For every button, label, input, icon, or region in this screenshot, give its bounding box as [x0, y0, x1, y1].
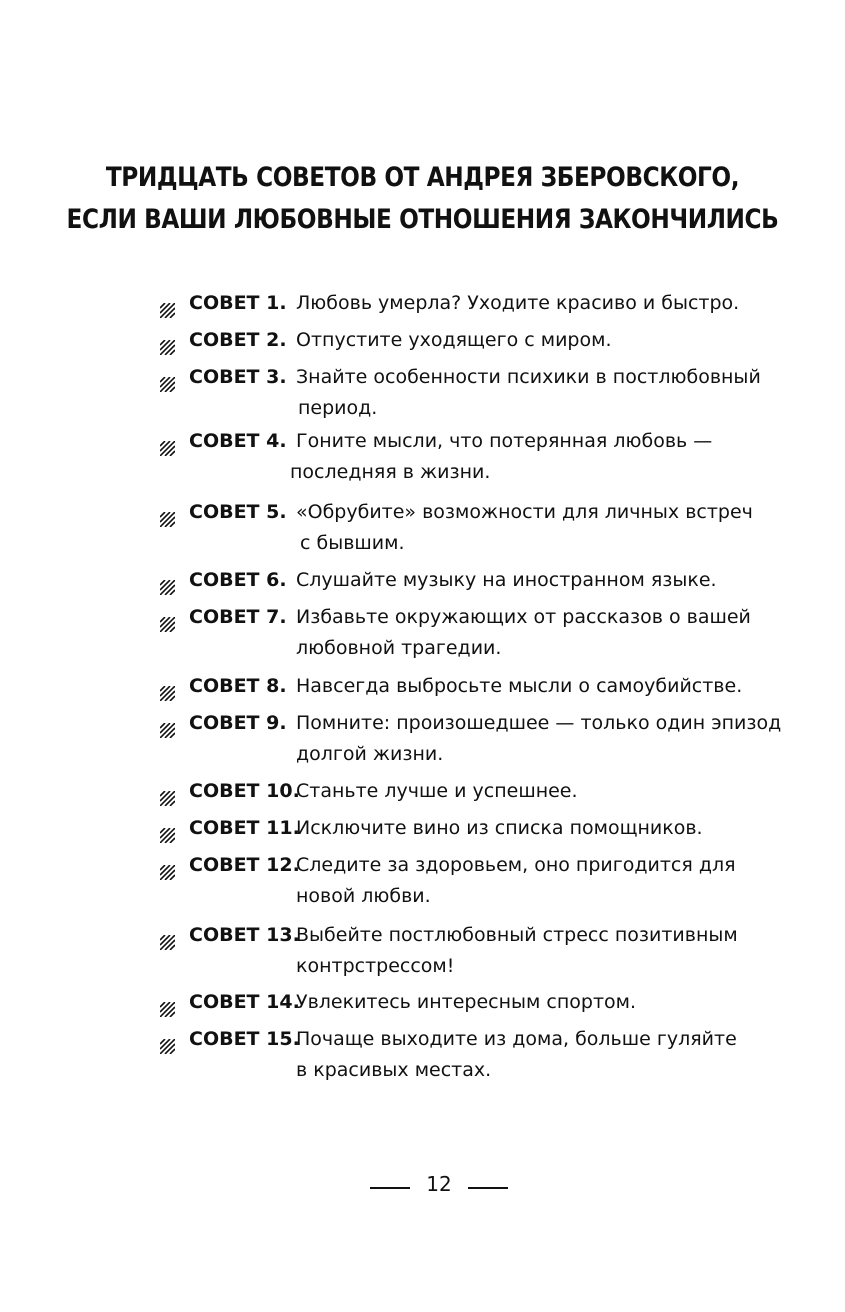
tip-label: СОВЕТ 10. [189, 780, 300, 802]
tip-label: СОВЕТ 4. [189, 430, 287, 452]
tip-text-continued: в красивых местах. [296, 1059, 492, 1081]
hatched-square-icon [160, 717, 175, 732]
tip-label: СОВЕТ 3. [189, 366, 287, 388]
tip-text-continued: любовной трагедии. [296, 637, 502, 659]
tip-text-continued: контрстрессом! [296, 955, 455, 977]
tip-label: СОВЕТ 14. [189, 991, 300, 1013]
hatched-square-icon [160, 334, 175, 349]
hatched-square-icon [160, 785, 175, 800]
tip-text-continued: новой любви. [296, 885, 431, 907]
hatched-square-icon [160, 822, 175, 837]
tip-label: СОВЕТ 1. [189, 292, 287, 314]
tip-label: СОВЕТ 9. [189, 712, 287, 734]
page-number: 12 [426, 1172, 452, 1196]
tip-text: «Обрубите» возможности для личных встреч [296, 501, 753, 523]
hatched-square-icon [160, 859, 175, 874]
footer-rule-left [370, 1187, 410, 1189]
hatched-square-icon [160, 371, 175, 386]
tip-text: Увлекитесь интересным спортом. [296, 991, 637, 1013]
page-footer [0, 1170, 845, 1204]
tip-text-continued: долгой жизни. [296, 743, 444, 765]
tip-label: СОВЕТ 11. [189, 817, 300, 839]
tip-text: Выбейте постлюбовный стресс позитивным [296, 924, 738, 946]
hatched-square-icon [160, 680, 175, 695]
tip-text: Знайте особенности психики в постлюбовный [296, 366, 761, 388]
tip-label: СОВЕТ 2. [189, 329, 287, 351]
tip-text: Исключите вино из списка помощников. [296, 817, 703, 839]
tip-text-continued: последняя в жизни. [290, 461, 491, 483]
hatched-square-icon [160, 1033, 175, 1048]
tip-label: СОВЕТ 8. [189, 675, 287, 697]
tip-text: Почаще выходите из дома, больше гуляйте [296, 1028, 737, 1050]
tip-label: СОВЕТ 15. [189, 1028, 300, 1050]
hatched-square-icon [160, 611, 175, 626]
tip-label: СОВЕТ 6. [189, 569, 287, 591]
tip-text: Гоните мысли, что потерянная любовь — [296, 430, 713, 452]
hatched-square-icon [160, 506, 175, 521]
hatched-square-icon [160, 574, 175, 589]
tip-text: Помните: произошедшее — только один эпизод [296, 712, 782, 734]
tip-text: Станьте лучше и успешнее. [296, 780, 578, 802]
tip-label: СОВЕТ 13. [189, 924, 300, 946]
hatched-square-icon [160, 996, 175, 1011]
tip-text: Любовь умерла? Уходите красиво и быстро. [296, 292, 740, 314]
page-title-line-2: ЕСЛИ ВАШИ ЛЮБОВНЫЕ ОТНОШЕНИЯ ЗАКОНЧИЛИСЬ [66, 204, 779, 235]
tip-text: Избавьте окружающих от рассказов о вашей [296, 606, 751, 628]
tip-text-continued: с бывшим. [300, 532, 405, 554]
tip-label: СОВЕТ 5. [189, 501, 287, 523]
tip-text: Отпустите уходящего с миром. [296, 329, 612, 351]
hatched-square-icon [160, 297, 175, 312]
tip-text-continued: период. [298, 397, 378, 419]
tip-label: СОВЕТ 7. [189, 606, 287, 628]
footer-rule-right [468, 1187, 508, 1189]
tip-text: Слушайте музыку на иностранном языке. [296, 569, 717, 591]
tip-text: Следите за здоровьем, оно пригодится для [296, 854, 736, 876]
tip-label: СОВЕТ 12. [189, 854, 300, 876]
hatched-square-icon [160, 929, 175, 944]
hatched-square-icon [160, 435, 175, 450]
tip-text: Навсегда выбросьте мысли о самоубийстве. [296, 675, 743, 697]
page-title-line-1: ТРИДЦАТЬ СОВЕТОВ ОТ АНДРЕЯ ЗБЕРОВСКОГО, [105, 162, 740, 193]
